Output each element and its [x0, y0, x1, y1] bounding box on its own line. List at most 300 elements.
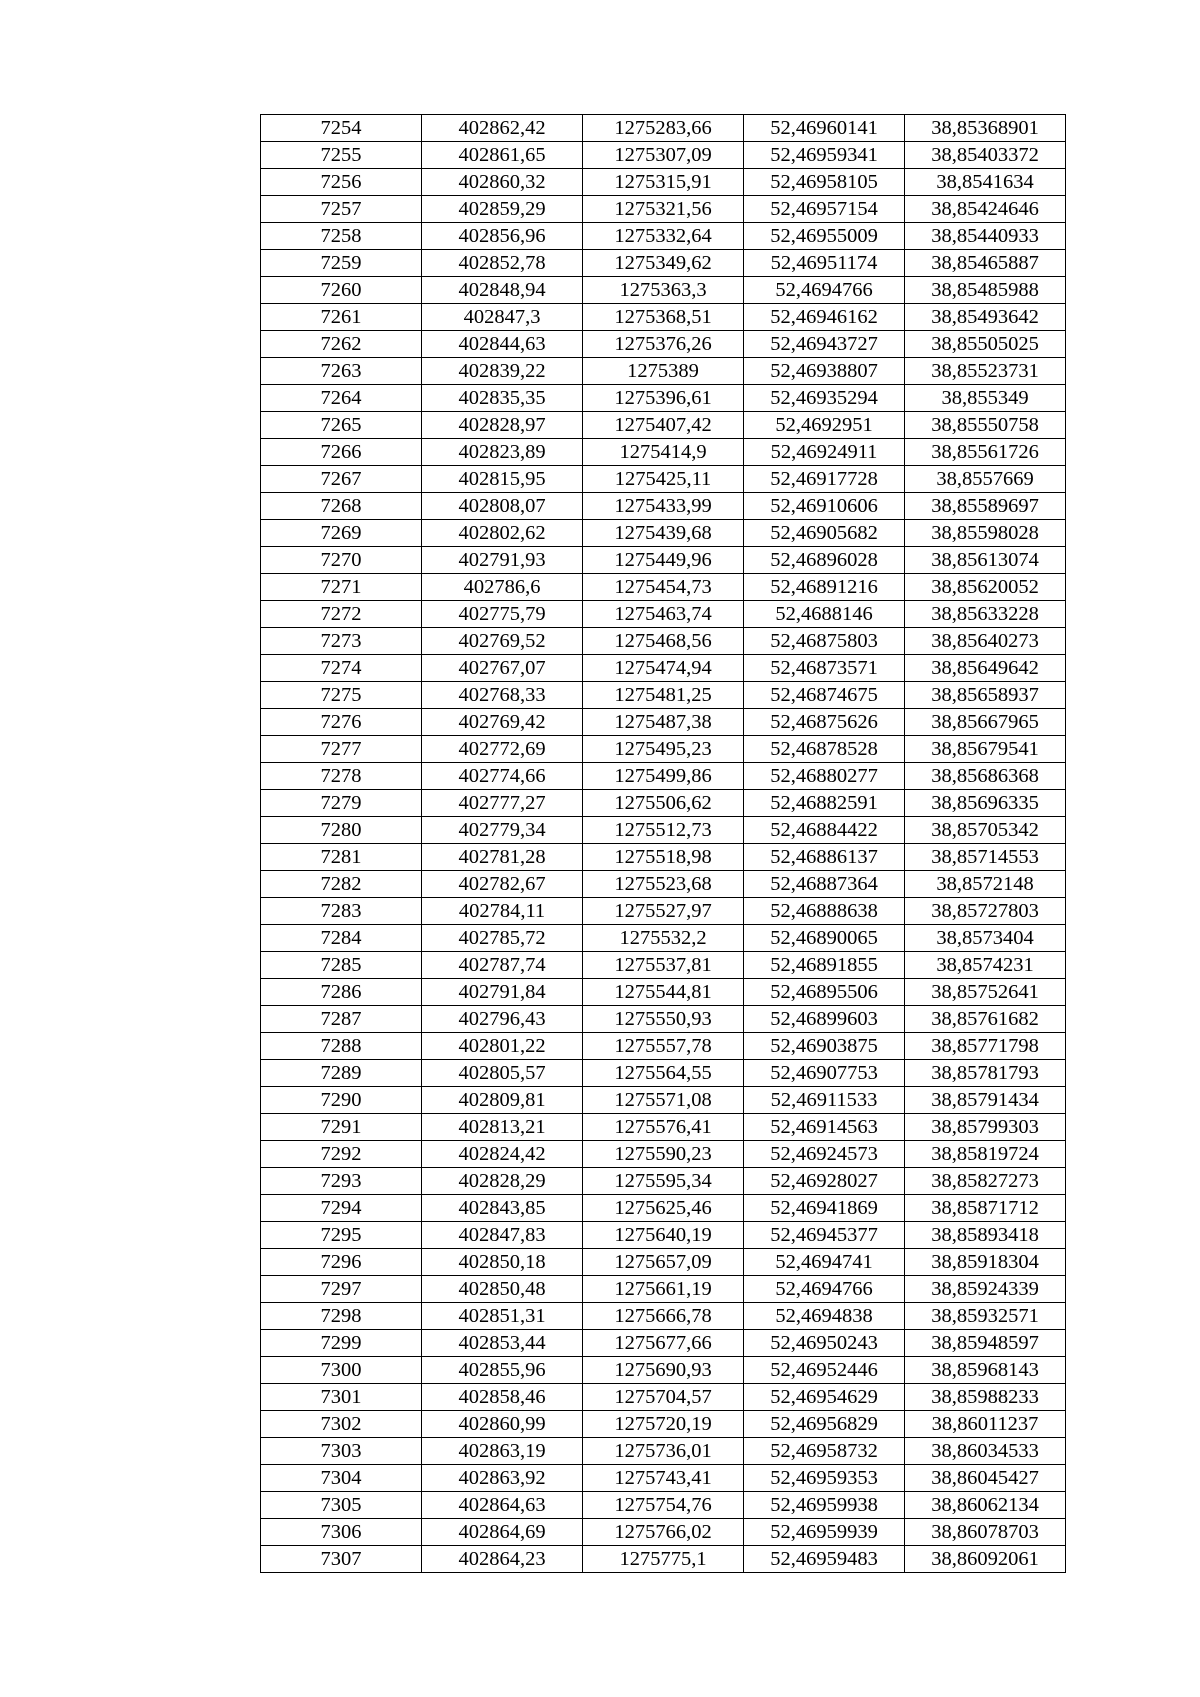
x-coordinate-cell: 402777,27 [422, 790, 583, 817]
latitude-cell: 52,46941869 [744, 1195, 905, 1222]
point-number-cell: 7258 [261, 223, 422, 250]
point-number-cell: 7302 [261, 1411, 422, 1438]
point-number-cell: 7300 [261, 1357, 422, 1384]
longitude-cell: 38,85696335 [905, 790, 1066, 817]
longitude-cell: 38,85493642 [905, 304, 1066, 331]
table-row [261, 925, 1066, 952]
x-coordinate-cell: 402864,63 [422, 1492, 583, 1519]
y-coordinate-cell: 1275425,11 [583, 466, 744, 493]
latitude-cell: 52,46960141 [744, 115, 905, 142]
point-number-cell: 7261 [261, 304, 422, 331]
table-row [261, 250, 1066, 277]
longitude-cell: 38,8541634 [905, 169, 1066, 196]
table-row [261, 223, 1066, 250]
table-row [261, 493, 1066, 520]
longitude-cell: 38,8572148 [905, 871, 1066, 898]
y-coordinate-cell: 1275677,66 [583, 1330, 744, 1357]
longitude-cell: 38,85424646 [905, 196, 1066, 223]
table-row [261, 898, 1066, 925]
x-coordinate-cell: 402862,42 [422, 115, 583, 142]
y-coordinate-cell: 1275449,96 [583, 547, 744, 574]
y-coordinate-cell: 1275376,26 [583, 331, 744, 358]
y-coordinate-cell: 1275481,25 [583, 682, 744, 709]
longitude-cell: 38,85827273 [905, 1168, 1066, 1195]
longitude-cell: 38,85752641 [905, 979, 1066, 1006]
longitude-cell: 38,85403372 [905, 142, 1066, 169]
table-row [261, 196, 1066, 223]
latitude-cell: 52,4694766 [744, 277, 905, 304]
latitude-cell: 52,46875803 [744, 628, 905, 655]
table-row [261, 952, 1066, 979]
table-row [261, 169, 1066, 196]
x-coordinate-cell: 402781,28 [422, 844, 583, 871]
latitude-cell: 52,46935294 [744, 385, 905, 412]
point-number-cell: 7293 [261, 1168, 422, 1195]
latitude-cell: 52,46880277 [744, 763, 905, 790]
point-number-cell: 7294 [261, 1195, 422, 1222]
longitude-cell: 38,85761682 [905, 1006, 1066, 1033]
latitude-cell: 52,46903875 [744, 1033, 905, 1060]
table-row [261, 682, 1066, 709]
point-number-cell: 7284 [261, 925, 422, 952]
table-row [261, 601, 1066, 628]
x-coordinate-cell: 402809,81 [422, 1087, 583, 1114]
x-coordinate-cell: 402839,22 [422, 358, 583, 385]
x-coordinate-cell: 402863,19 [422, 1438, 583, 1465]
y-coordinate-cell: 1275407,42 [583, 412, 744, 439]
x-coordinate-cell: 402864,23 [422, 1546, 583, 1573]
x-coordinate-cell: 402774,66 [422, 763, 583, 790]
longitude-cell: 38,86092061 [905, 1546, 1066, 1573]
x-coordinate-cell: 402787,74 [422, 952, 583, 979]
table-row [261, 574, 1066, 601]
y-coordinate-cell: 1275499,86 [583, 763, 744, 790]
point-number-cell: 7289 [261, 1060, 422, 1087]
x-coordinate-cell: 402769,42 [422, 709, 583, 736]
latitude-cell: 52,46882591 [744, 790, 905, 817]
latitude-cell: 52,46891216 [744, 574, 905, 601]
latitude-cell: 52,46946162 [744, 304, 905, 331]
table-row [261, 1519, 1066, 1546]
latitude-cell: 52,46911533 [744, 1087, 905, 1114]
point-number-cell: 7254 [261, 115, 422, 142]
point-number-cell: 7260 [261, 277, 422, 304]
point-number-cell: 7296 [261, 1249, 422, 1276]
longitude-cell: 38,86062134 [905, 1492, 1066, 1519]
point-number-cell: 7267 [261, 466, 422, 493]
table-row [261, 655, 1066, 682]
longitude-cell: 38,85505025 [905, 331, 1066, 358]
latitude-cell: 52,46914563 [744, 1114, 905, 1141]
point-number-cell: 7281 [261, 844, 422, 871]
coordinates-table-body [261, 115, 1066, 1573]
longitude-cell: 38,85871712 [905, 1195, 1066, 1222]
latitude-cell: 52,46951174 [744, 250, 905, 277]
longitude-cell: 38,85633228 [905, 601, 1066, 628]
table-row [261, 439, 1066, 466]
x-coordinate-cell: 402835,35 [422, 385, 583, 412]
y-coordinate-cell: 1275527,97 [583, 898, 744, 925]
longitude-cell: 38,85924339 [905, 1276, 1066, 1303]
latitude-cell: 52,46959353 [744, 1465, 905, 1492]
y-coordinate-cell: 1275315,91 [583, 169, 744, 196]
table-row [261, 1060, 1066, 1087]
latitude-cell: 52,4694741 [744, 1249, 905, 1276]
latitude-cell: 52,46890065 [744, 925, 905, 952]
y-coordinate-cell: 1275468,56 [583, 628, 744, 655]
x-coordinate-cell: 402785,72 [422, 925, 583, 952]
x-coordinate-cell: 402860,99 [422, 1411, 583, 1438]
table-row [261, 1546, 1066, 1573]
longitude-cell: 38,85791434 [905, 1087, 1066, 1114]
table-row [261, 520, 1066, 547]
longitude-cell: 38,85550758 [905, 412, 1066, 439]
point-number-cell: 7280 [261, 817, 422, 844]
x-coordinate-cell: 402786,6 [422, 574, 583, 601]
table-row [261, 1114, 1066, 1141]
longitude-cell: 38,85893418 [905, 1222, 1066, 1249]
longitude-cell: 38,8574231 [905, 952, 1066, 979]
point-number-cell: 7266 [261, 439, 422, 466]
table-row [261, 1492, 1066, 1519]
longitude-cell: 38,85561726 [905, 439, 1066, 466]
x-coordinate-cell: 402772,69 [422, 736, 583, 763]
x-coordinate-cell: 402847,83 [422, 1222, 583, 1249]
latitude-cell: 52,46895506 [744, 979, 905, 1006]
longitude-cell: 38,86045427 [905, 1465, 1066, 1492]
latitude-cell: 52,46888638 [744, 898, 905, 925]
y-coordinate-cell: 1275720,19 [583, 1411, 744, 1438]
latitude-cell: 52,46958732 [744, 1438, 905, 1465]
longitude-cell: 38,85968143 [905, 1357, 1066, 1384]
table-row [261, 547, 1066, 574]
x-coordinate-cell: 402855,96 [422, 1357, 583, 1384]
longitude-cell: 38,8557669 [905, 466, 1066, 493]
latitude-cell: 52,46878528 [744, 736, 905, 763]
table-row [261, 709, 1066, 736]
point-number-cell: 7273 [261, 628, 422, 655]
longitude-cell: 38,85686368 [905, 763, 1066, 790]
point-number-cell: 7297 [261, 1276, 422, 1303]
x-coordinate-cell: 402847,3 [422, 304, 583, 331]
x-coordinate-cell: 402850,48 [422, 1276, 583, 1303]
y-coordinate-cell: 1275557,78 [583, 1033, 744, 1060]
latitude-cell: 52,46958105 [744, 169, 905, 196]
x-coordinate-cell: 402808,07 [422, 493, 583, 520]
table-row [261, 385, 1066, 412]
longitude-cell: 38,85727803 [905, 898, 1066, 925]
latitude-cell: 52,46959341 [744, 142, 905, 169]
latitude-cell: 52,46887364 [744, 871, 905, 898]
y-coordinate-cell: 1275349,62 [583, 250, 744, 277]
table-row [261, 1276, 1066, 1303]
latitude-cell: 52,46891855 [744, 952, 905, 979]
y-coordinate-cell: 1275576,41 [583, 1114, 744, 1141]
latitude-cell: 52,4694838 [744, 1303, 905, 1330]
table-row [261, 1087, 1066, 1114]
longitude-cell: 38,85705342 [905, 817, 1066, 844]
x-coordinate-cell: 402815,95 [422, 466, 583, 493]
table-row [261, 763, 1066, 790]
longitude-cell: 38,85598028 [905, 520, 1066, 547]
y-coordinate-cell: 1275550,93 [583, 1006, 744, 1033]
x-coordinate-cell: 402863,92 [422, 1465, 583, 1492]
y-coordinate-cell: 1275661,19 [583, 1276, 744, 1303]
longitude-cell: 38,85465887 [905, 250, 1066, 277]
point-number-cell: 7270 [261, 547, 422, 574]
table-row [261, 1006, 1066, 1033]
latitude-cell: 52,46957154 [744, 196, 905, 223]
table-row [261, 304, 1066, 331]
x-coordinate-cell: 402791,84 [422, 979, 583, 1006]
latitude-cell: 52,46886137 [744, 844, 905, 871]
point-number-cell: 7279 [261, 790, 422, 817]
y-coordinate-cell: 1275368,51 [583, 304, 744, 331]
x-coordinate-cell: 402767,07 [422, 655, 583, 682]
table-row [261, 628, 1066, 655]
y-coordinate-cell: 1275396,61 [583, 385, 744, 412]
table-row [261, 1195, 1066, 1222]
y-coordinate-cell: 1275332,64 [583, 223, 744, 250]
table-row [261, 844, 1066, 871]
y-coordinate-cell: 1275283,66 [583, 115, 744, 142]
latitude-cell: 52,46874675 [744, 682, 905, 709]
y-coordinate-cell: 1275595,34 [583, 1168, 744, 1195]
longitude-cell: 38,86078703 [905, 1519, 1066, 1546]
point-number-cell: 7307 [261, 1546, 422, 1573]
table-row [261, 1141, 1066, 1168]
longitude-cell: 38,85932571 [905, 1303, 1066, 1330]
longitude-cell: 38,85679541 [905, 736, 1066, 763]
x-coordinate-cell: 402801,22 [422, 1033, 583, 1060]
x-coordinate-cell: 402859,29 [422, 196, 583, 223]
x-coordinate-cell: 402843,85 [422, 1195, 583, 1222]
table-row [261, 790, 1066, 817]
x-coordinate-cell: 402824,42 [422, 1141, 583, 1168]
y-coordinate-cell: 1275736,01 [583, 1438, 744, 1465]
y-coordinate-cell: 1275564,55 [583, 1060, 744, 1087]
latitude-cell: 52,4692951 [744, 412, 905, 439]
x-coordinate-cell: 402813,21 [422, 1114, 583, 1141]
point-number-cell: 7285 [261, 952, 422, 979]
latitude-cell: 52,46950243 [744, 1330, 905, 1357]
point-number-cell: 7298 [261, 1303, 422, 1330]
table-row [261, 466, 1066, 493]
longitude-cell: 38,85485988 [905, 277, 1066, 304]
x-coordinate-cell: 402864,69 [422, 1519, 583, 1546]
longitude-cell: 38,85523731 [905, 358, 1066, 385]
y-coordinate-cell: 1275414,9 [583, 439, 744, 466]
table-row [261, 1357, 1066, 1384]
x-coordinate-cell: 402782,67 [422, 871, 583, 898]
y-coordinate-cell: 1275537,81 [583, 952, 744, 979]
longitude-cell: 38,85620052 [905, 574, 1066, 601]
x-coordinate-cell: 402848,94 [422, 277, 583, 304]
x-coordinate-cell: 402844,63 [422, 331, 583, 358]
longitude-cell: 38,85714553 [905, 844, 1066, 871]
longitude-cell: 38,85948597 [905, 1330, 1066, 1357]
point-number-cell: 7299 [261, 1330, 422, 1357]
x-coordinate-cell: 402805,57 [422, 1060, 583, 1087]
y-coordinate-cell: 1275363,3 [583, 277, 744, 304]
table-row [261, 1438, 1066, 1465]
latitude-cell: 52,46954629 [744, 1384, 905, 1411]
point-number-cell: 7283 [261, 898, 422, 925]
point-number-cell: 7305 [261, 1492, 422, 1519]
latitude-cell: 52,46928027 [744, 1168, 905, 1195]
x-coordinate-cell: 402861,65 [422, 142, 583, 169]
point-number-cell: 7288 [261, 1033, 422, 1060]
longitude-cell: 38,85440933 [905, 223, 1066, 250]
latitude-cell: 52,46896028 [744, 547, 905, 574]
latitude-cell: 52,4694766 [744, 1276, 905, 1303]
table-row [261, 277, 1066, 304]
point-number-cell: 7292 [261, 1141, 422, 1168]
latitude-cell: 52,46873571 [744, 655, 905, 682]
table-row [261, 115, 1066, 142]
point-number-cell: 7263 [261, 358, 422, 385]
longitude-cell: 38,8573404 [905, 925, 1066, 952]
point-number-cell: 7268 [261, 493, 422, 520]
table-row [261, 142, 1066, 169]
point-number-cell: 7265 [261, 412, 422, 439]
point-number-cell: 7304 [261, 1465, 422, 1492]
y-coordinate-cell: 1275439,68 [583, 520, 744, 547]
latitude-cell: 52,46917728 [744, 466, 905, 493]
latitude-cell: 52,46924573 [744, 1141, 905, 1168]
longitude-cell: 38,85667965 [905, 709, 1066, 736]
latitude-cell: 52,46884422 [744, 817, 905, 844]
y-coordinate-cell: 1275775,1 [583, 1546, 744, 1573]
point-number-cell: 7282 [261, 871, 422, 898]
latitude-cell: 52,4688146 [744, 601, 905, 628]
latitude-cell: 52,46938807 [744, 358, 905, 385]
point-number-cell: 7274 [261, 655, 422, 682]
table-row [261, 1411, 1066, 1438]
x-coordinate-cell: 402828,29 [422, 1168, 583, 1195]
point-number-cell: 7264 [261, 385, 422, 412]
y-coordinate-cell: 1275474,94 [583, 655, 744, 682]
point-number-cell: 7295 [261, 1222, 422, 1249]
point-number-cell: 7271 [261, 574, 422, 601]
y-coordinate-cell: 1275321,56 [583, 196, 744, 223]
x-coordinate-cell: 402853,44 [422, 1330, 583, 1357]
longitude-cell: 38,85918304 [905, 1249, 1066, 1276]
table-row [261, 1384, 1066, 1411]
latitude-cell: 52,46956829 [744, 1411, 905, 1438]
point-number-cell: 7259 [261, 250, 422, 277]
x-coordinate-cell: 402802,62 [422, 520, 583, 547]
point-number-cell: 7272 [261, 601, 422, 628]
latitude-cell: 52,46899603 [744, 1006, 905, 1033]
latitude-cell: 52,46905682 [744, 520, 905, 547]
latitude-cell: 52,46907753 [744, 1060, 905, 1087]
table-row [261, 871, 1066, 898]
point-number-cell: 7257 [261, 196, 422, 223]
y-coordinate-cell: 1275640,19 [583, 1222, 744, 1249]
y-coordinate-cell: 1275463,74 [583, 601, 744, 628]
y-coordinate-cell: 1275389 [583, 358, 744, 385]
point-number-cell: 7256 [261, 169, 422, 196]
x-coordinate-cell: 402828,97 [422, 412, 583, 439]
y-coordinate-cell: 1275754,76 [583, 1492, 744, 1519]
point-number-cell: 7262 [261, 331, 422, 358]
y-coordinate-cell: 1275433,99 [583, 493, 744, 520]
y-coordinate-cell: 1275766,02 [583, 1519, 744, 1546]
coordinates-table [260, 114, 1066, 1573]
point-number-cell: 7269 [261, 520, 422, 547]
latitude-cell: 52,46945377 [744, 1222, 905, 1249]
longitude-cell: 38,85640273 [905, 628, 1066, 655]
table-row [261, 1249, 1066, 1276]
longitude-cell: 38,855349 [905, 385, 1066, 412]
table-row [261, 736, 1066, 763]
x-coordinate-cell: 402768,33 [422, 682, 583, 709]
x-coordinate-cell: 402856,96 [422, 223, 583, 250]
y-coordinate-cell: 1275625,46 [583, 1195, 744, 1222]
y-coordinate-cell: 1275532,2 [583, 925, 744, 952]
point-number-cell: 7301 [261, 1384, 422, 1411]
y-coordinate-cell: 1275590,23 [583, 1141, 744, 1168]
y-coordinate-cell: 1275690,93 [583, 1357, 744, 1384]
y-coordinate-cell: 1275506,62 [583, 790, 744, 817]
x-coordinate-cell: 402860,32 [422, 169, 583, 196]
latitude-cell: 52,46952446 [744, 1357, 905, 1384]
point-number-cell: 7277 [261, 736, 422, 763]
latitude-cell: 52,46955009 [744, 223, 905, 250]
point-number-cell: 7290 [261, 1087, 422, 1114]
point-number-cell: 7306 [261, 1519, 422, 1546]
x-coordinate-cell: 402796,43 [422, 1006, 583, 1033]
longitude-cell: 38,86034533 [905, 1438, 1066, 1465]
table-row [261, 1330, 1066, 1357]
longitude-cell: 38,85613074 [905, 547, 1066, 574]
point-number-cell: 7291 [261, 1114, 422, 1141]
x-coordinate-cell: 402775,79 [422, 601, 583, 628]
x-coordinate-cell: 402858,46 [422, 1384, 583, 1411]
longitude-cell: 38,85658937 [905, 682, 1066, 709]
table-row [261, 817, 1066, 844]
table-row [261, 1222, 1066, 1249]
x-coordinate-cell: 402851,31 [422, 1303, 583, 1330]
y-coordinate-cell: 1275487,38 [583, 709, 744, 736]
point-number-cell: 7276 [261, 709, 422, 736]
y-coordinate-cell: 1275666,78 [583, 1303, 744, 1330]
point-number-cell: 7287 [261, 1006, 422, 1033]
y-coordinate-cell: 1275704,57 [583, 1384, 744, 1411]
longitude-cell: 38,85649642 [905, 655, 1066, 682]
latitude-cell: 52,46959938 [744, 1492, 905, 1519]
x-coordinate-cell: 402784,11 [422, 898, 583, 925]
x-coordinate-cell: 402769,52 [422, 628, 583, 655]
longitude-cell: 38,85771798 [905, 1033, 1066, 1060]
longitude-cell: 38,85368901 [905, 115, 1066, 142]
x-coordinate-cell: 402791,93 [422, 547, 583, 574]
longitude-cell: 38,85799303 [905, 1114, 1066, 1141]
y-coordinate-cell: 1275495,23 [583, 736, 744, 763]
table-row [261, 1303, 1066, 1330]
point-number-cell: 7286 [261, 979, 422, 1006]
y-coordinate-cell: 1275657,09 [583, 1249, 744, 1276]
table-row [261, 1033, 1066, 1060]
x-coordinate-cell: 402779,34 [422, 817, 583, 844]
table-row [261, 358, 1066, 385]
y-coordinate-cell: 1275523,68 [583, 871, 744, 898]
y-coordinate-cell: 1275743,41 [583, 1465, 744, 1492]
longitude-cell: 38,85819724 [905, 1141, 1066, 1168]
y-coordinate-cell: 1275571,08 [583, 1087, 744, 1114]
longitude-cell: 38,85988233 [905, 1384, 1066, 1411]
